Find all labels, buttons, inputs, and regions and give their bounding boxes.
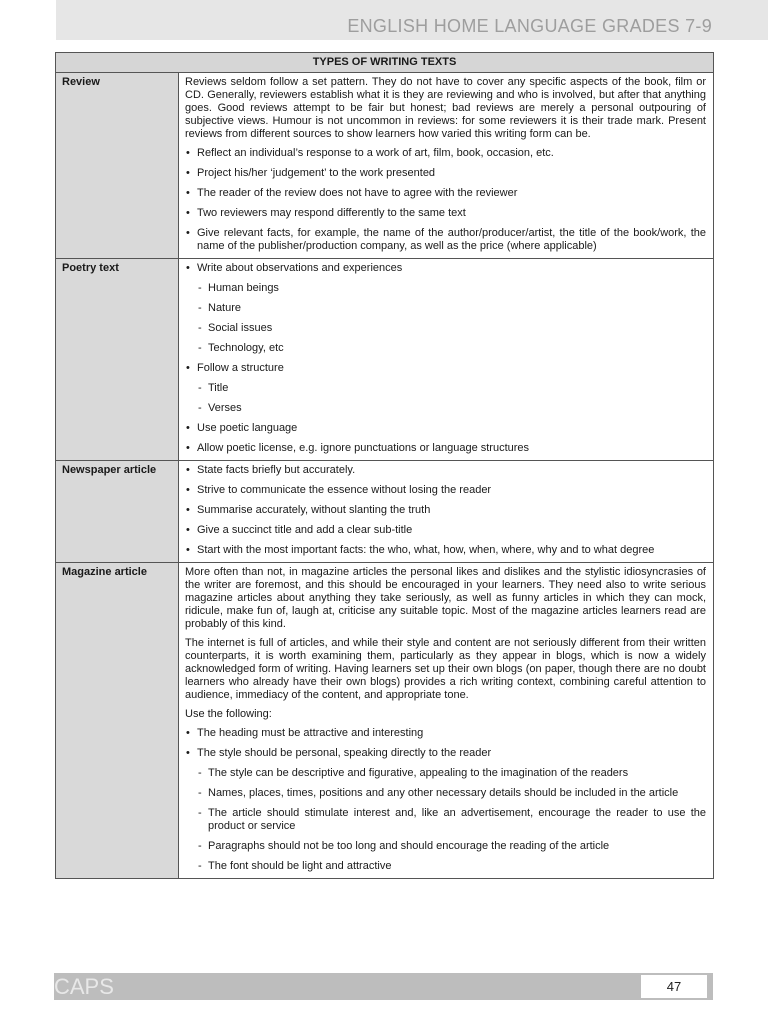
table-title: TYPES OF WRITING TEXTS (56, 53, 714, 73)
list-item: • Write about observations and experiences (185, 262, 706, 275)
list-item: • Allow poetic license, e.g. ignore punctuations or language structures (185, 442, 706, 455)
list-item: • Two reviewers may respond differently to the same text (185, 207, 706, 220)
row-label-newspaper: Newspaper article (56, 461, 179, 563)
sub-list-item: - Nature (185, 302, 706, 315)
page-number: 47 (641, 975, 707, 998)
sub-list-item: - Verses (185, 402, 706, 415)
sub-list-item: - Technology, etc (185, 342, 706, 355)
table-row (56, 73, 714, 259)
table-row (56, 563, 714, 879)
bullet-list (185, 262, 706, 455)
paragraph: More often than not, in magazine articles the personal likes and dislikes and the stylistic idiosyncrasies of the writer are foremost, and this should be encouraged in your learners. They need also to write serious magazine articles about anything they take seriously, as well as funny articles in which they can mock, ridicule, make fun of, laugh at, criticise any suitable topic. Most of the magazine articles learners read are probably of this kind. (185, 566, 706, 630)
list-item: • The heading must be attractive and interesting (185, 727, 706, 740)
list-item: • The reader of the review does not have to agree with the reviewer (185, 187, 706, 200)
row-label-poetry: Poetry text (56, 259, 179, 461)
footer-band (54, 973, 713, 1000)
list-item: • Project his/her ‘judgement’ to the work presented (185, 167, 706, 180)
list-item: • Give relevant facts, for example, the name of the author/producer/artist, the title of the book/work, the name of the publisher/production company, as well as the price (where applicable) (185, 227, 706, 253)
list-item: • Strive to communicate the essence without losing the reader (185, 484, 706, 497)
list-item: • Use poetic language (185, 422, 706, 435)
sub-list-item: - Paragraphs should not be too long and should encourage the reading of the article (185, 840, 706, 853)
paragraph: Reviews seldom follow a set pattern. They do not have to cover any specific aspects of the book, film or CD. Generally, reviewers establish what it is they are reviewing and who is involved, but after that anything goes. Good reviews attempt to be fair but honest; bad reviews are merely a personal outpouring of subjective views. Humour is not uncommon in reviews: for some reviewers it is their trade mark. Present reviews from different sources to show learners how varied this writing form can be. (185, 76, 706, 140)
paragraph: The internet is full of articles, and while their style and content are not seriously different from their written counterparts, it is worth examining them, particularly as they appear in blogs, which is now a widely acknowledged form of writing. Having learners set up their own blogs (on paper, though there are no doubt learners who already have their own blogs) provides a rich writing context, combining careful attention to audience, immediacy of the content, and appropriate tone. (185, 637, 706, 701)
list-item: • Start with the most important facts: the who, what, how, when, where, why and to what degree (185, 544, 706, 557)
row-content-newspaper (179, 461, 714, 563)
sub-list-item: - Names, places, times, positions and any other necessary details should be included in the article (185, 787, 706, 800)
writing-texts-table (55, 52, 714, 879)
row-content-magazine (179, 563, 714, 879)
sub-list-item: - The style can be descriptive and figurative, appealing to the imagination of the readers (185, 767, 706, 780)
list-item: • The style should be personal, speaking directly to the reader (185, 747, 706, 760)
row-content-review (179, 73, 714, 259)
bullet-list (185, 464, 706, 557)
page-header-title: ENGLISH HOME LANGUAGE GRADES 7-9 (347, 16, 712, 36)
list-item: • Give a succinct title and add a clear sub-title (185, 524, 706, 537)
row-label-review: Review (56, 73, 179, 259)
sub-list-item: - The font should be light and attractive (185, 860, 706, 873)
sub-list-item: - Title (185, 382, 706, 395)
bullet-list (185, 147, 706, 253)
sub-list-item: - Social issues (185, 322, 706, 335)
paragraph: Use the following: (185, 708, 272, 720)
sub-list-item: - The article should stimulate interest and, like an advertisement, encourage the reader to use the product or service (185, 807, 706, 833)
footer-brand: CAPS (54, 974, 114, 999)
bullet-list (185, 727, 706, 873)
table-row (56, 461, 714, 563)
list-item: • Summarise accurately, without slanting the truth (185, 504, 706, 517)
row-content-poetry (179, 259, 714, 461)
list-item: • Follow a structure (185, 362, 706, 375)
table-row (56, 259, 714, 461)
sub-list-item: - Human beings (185, 282, 706, 295)
table-header-row (56, 53, 714, 73)
list-item: • Reflect an individual’s response to a work of art, film, book, occasion, etc. (185, 147, 706, 160)
list-item: • State facts briefly but accurately. (185, 464, 706, 477)
row-label-magazine: Magazine article (56, 563, 179, 879)
